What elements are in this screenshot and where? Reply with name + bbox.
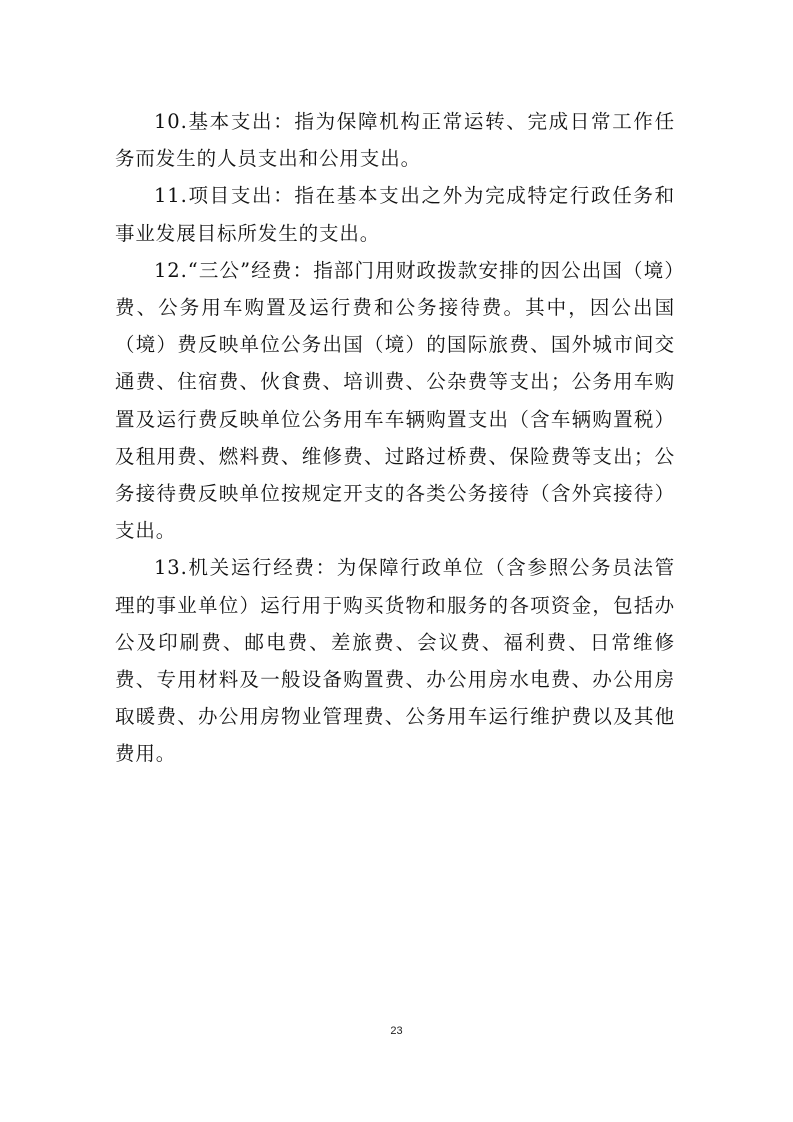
- paragraph-project-expenditure: 11.项目支出：指在基本支出之外为完成特定行政任务和事业发展目标所发生的支出。: [115, 184, 675, 245]
- page-number: 23: [390, 1025, 403, 1037]
- paragraph-basic-expenditure: 10.基本支出：指为保障机构正常运转、完成日常工作任务而发生的人员支出和公用支出。: [115, 110, 675, 171]
- paragraph-operating-expenses: 13.机关运行经费：为保障行政单位（含参照公务员法管理的事业单位）运行用于购买货物和服务的各项资金，包括办公及印刷费、邮电费、差旅费、会议费、福利费、日常维修费、专用材料及一般设备购置费、办公用房水电费、办公用房取暖费、办公用房物业管理费、公务用车运行维护费以及其他费用。: [115, 556, 675, 766]
- document-body: [115, 103, 675, 773]
- paragraph-three-public-expenses: 12.“三公”经费：指部门用财政拨款安排的因公出国（境）费、公务用车购置及运行费和公务接待费。其中，因公出国（境）费反映单位公务出国（境）的国际旅费、国外城市间交通费、住宿费、伙食费、培训费、公杂费等支出；公务用车购置及运行费反映单位公务用车车辆购置支出（含车辆购置税）及租用费、燃料费、维修费、过路过桥费、保险费等支出；公务接待费反映单位按规定开支的各类公务接待（含外宾接待）支出。: [115, 258, 675, 543]
